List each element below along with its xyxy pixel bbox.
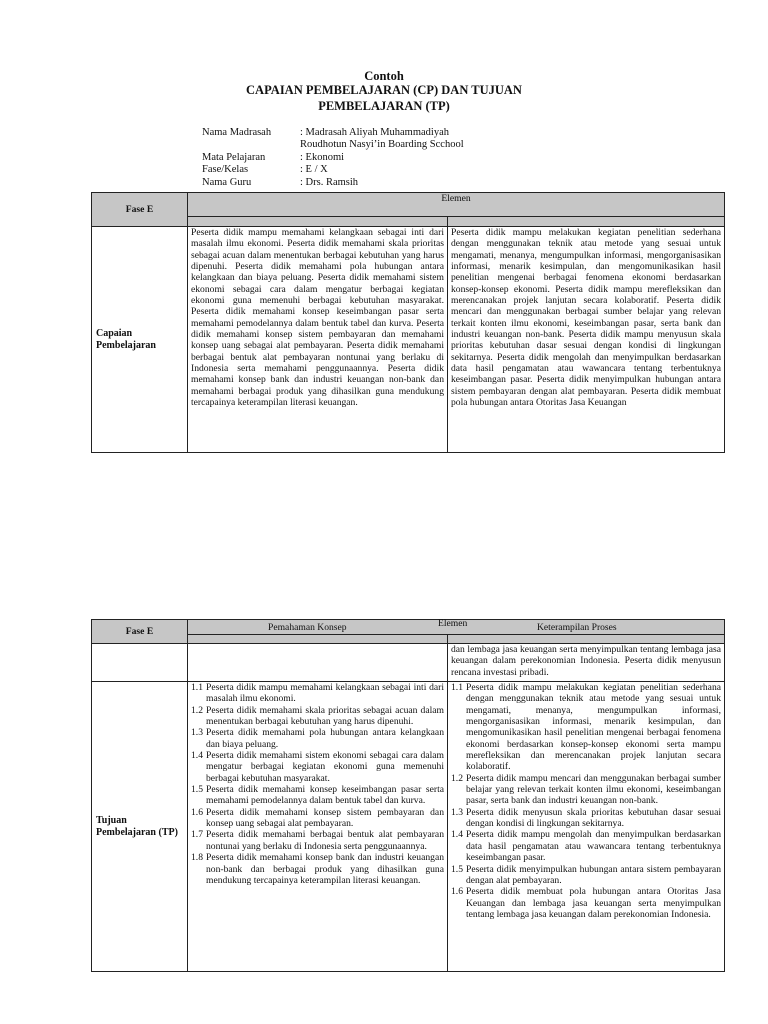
list-item [191,807,444,830]
item-number: 1.1 [191,682,203,693]
info-row-mapel [202,152,500,164]
proses-list [451,682,721,920]
item-text: Peserta didik mampu memahami kelangkaan sebagai inti dari masalah ilmu ekonomi. [206,682,444,705]
list-item [451,807,721,830]
list-item [191,829,444,852]
elemen-header-row [188,620,725,635]
cp-keterampilan-proses-text: Peserta didik mampu melakukan kegiatan penelitian sederhana dengan menggunakan teknik atau metode yang sesuai untuk mengamati, menanya, mengumpulkan informasi, mengorganisasikan informasi, menarik kesimpulan, dan mengomunikasikan hasil penelitian mengenai berbagai fenomena ekonomi berdasarkan konsep-konsep ekonomi. Peserta didik mampu merefleksikan dan merencanakan projek lanjutan secara kolaboratif. Peserta didik mencari dan menggunakan berbagai sumber belajar yang relevan terkait konten ilmu ekonomi, keseimbangan pasar, serta bank dan industri keuangan non-bank. Peserta didik mampu menyusun skala prioritas kebutuhan dasar sesuai dengan kondisi di lingkungan sekitarnya. Peserta didik mengolah dan menyimpulkan berdasarkan data hasil pengamatan atau wawancara tentang terbentuknya keseimbangan pasar. Peserta didik menyimpulkan hubungan antara sistem pembayaran dengan alat pembayaran. Peserta didik membuat pola hubungan antara Otoritas Jasa Keuangan [448,227,725,453]
item-number: 1.5 [451,863,463,875]
item-text: Peserta didik memahami konsep keseimbangan pasar serta memahami pemodelannya dalam bentuk tabel dan kurva. [206,784,444,807]
info-value-line: : Madrasah Aliyah Muhammadiyah [300,127,450,138]
doc-title-contoh: Contoh [364,69,404,83]
tp-keterampilan-proses-cell [448,682,725,972]
item-text: Peserta didik mampu melakukan kegiatan penelitian sederhana dengan menggunakan teknik atau metode yang sesuai untuk mengamati, menanya, mengumpulkan informasi, mengorganisasikan informasi, menarik kesimpulan, dan mengomunikasikan hasil penelitian mengenai berbagai fenomena ekonomi berdasarkan konsep-konsep ekonomi serta mampu merefleksikan dan merencanakan projek lanjutan secara kolaboratif. [466,682,721,773]
list-item [451,864,721,887]
item-text: Peserta didik memahami skala prioritas sebagai acuan dalam menentukan berbagai kebutuhan yang harus dipenuhi. [206,704,444,728]
fase-header: Fase E [92,193,188,227]
info-value [300,127,500,152]
item-number: 1.7 [191,829,203,841]
item-number: 1.8 [191,852,203,864]
fase-header: Fase E [92,620,188,644]
item-number: 1.2 [451,772,463,784]
item-text: Peserta didik memahami sistem ekonomi sebagai cara dalam mengatur berbagai kegiatan ekonomi guna memenuhi berbagai kebutuhan masyarakat. [206,750,444,784]
identity-block [202,127,500,189]
list-item [191,750,444,784]
item-text: Peserta didik mampu mengolah dan menyimpulkan berdasarkan data hasil pengamatan atau wawancara tentang terbentuknya keseimbangan pasar. [466,829,721,864]
item-text: Peserta didik menyusun skala prioritas kebutuhan dasar sesuai dengan kondisi di lingkungan sekitarnya. [466,806,721,830]
info-label: Nama Guru [202,176,252,188]
elemen-header: Elemen [188,193,725,217]
konsep-list [191,682,444,886]
col-header-keterampilan: Keterampilan Proses [537,622,617,633]
list-item [191,784,444,807]
elemen-header: Elemen [438,618,468,629]
empty-cell [188,644,448,682]
cp-pemahaman-konsep-text: Peserta didik mampu memahami kelangkaan sebagai inti dari masalah ilmu ekonomi. Peserta didik memahami skala prioritas sebagai acuan dalam menentukan berbagai kebutuhan yang harus dipenuhi. Peserta didik memahami pola hubungan antara kelangkaan dan biaya peluang. Peserta didik memahami sistem ekonomi sebagai cara dalam mengatur berbagai kegiatan ekonomi guna memenuhi berbagai kebutuhan masyarakat. Peserta didik memahami konsep keseimbangan pasar serta memahami pemodelannya dalam bentuk tabel dan kurva. Peserta didik memahami konsep sistem pembayaran dan memahami konsep uang sebagai alat pembayaran. Peserta didik memahami berbagai bentuk alat pembayaran nontunai yang berlaku di Indonesia serta memahami penggunaannya. Peserta didik memahami konsep bank dan industri keuangan non-bank dan memahami berbagai produk yang dihasilkan guna mendukung tercapainya keterampilan literasi keuangan. [188,227,448,453]
subheader-2 [448,635,725,644]
item-number: 1.6 [451,886,463,898]
row-label-tujuan: Tujuan Pembelajaran (TP) [92,682,188,972]
item-number: 1.5 [191,784,203,796]
info-value: : Ekonomi [300,151,345,163]
continuation-text: dan lembaga jasa keuangan serta menyimpulkan tentang lembaga jasa keuangan dalam perekonomian Indonesia. Peserta didik menyusun rencana investasi pribadi. [448,644,725,682]
list-item [451,682,721,773]
list-item [451,773,721,807]
item-number: 1.4 [451,829,463,841]
list-item [191,705,444,728]
item-text: Peserta didik memahami pola hubungan antara kelangkaan dan biaya peluang. [206,727,444,750]
subheader-1 [188,635,448,644]
item-text: Peserta didik memahami konsep sistem pembayaran dan konsep uang sebagai alat pembayaran. [206,806,444,830]
tp-table [91,619,725,972]
item-number: 1.3 [191,727,203,739]
info-value: : E / X [300,164,328,176]
list-item [451,886,721,920]
item-text: Peserta didik mampu mencari dan menggunakan berbagai sumber belajar yang relevan terkait konten ilmu ekonomi, keseimbangan pasar, serta bank dan industri keuangan non-bank. [466,772,721,807]
info-label: Mata Pelajaran [202,151,266,163]
item-number: 1.3 [451,806,463,818]
item-number: 1.6 [191,806,203,818]
item-text: Peserta didik memahami konsep bank dan industri keuangan non-bank dan berbagai produk yang dihasilkan guna mendukung tercapainya keterampilan literasi keuangan. [206,852,444,886]
row-label-capaian: Capaian Pembelajaran [92,227,188,453]
cp-table [91,192,725,453]
list-item [451,829,721,863]
col-header-pemahaman: Pemahaman Konsep [268,622,347,633]
info-label: Nama Madrasah [202,127,272,138]
list-item [191,852,444,886]
info-row-madrasah [202,127,500,152]
item-number: 1.1 [451,682,463,693]
info-value: : Drs. Ramsih [300,176,359,188]
item-text: Peserta didik menyimpulkan hubungan antara sistem pembayaran dengan alat pembayaran. [466,863,721,886]
info-row-fase [202,164,500,176]
item-number: 1.4 [191,750,203,762]
info-row-guru [202,177,500,189]
item-text: Peserta didik membuat pola hubungan antara Otoritas Jasa Keuangan dan lembaga jasa keuangan serta menyimpulkan tentang lembaga jasa keuangan dalam perekonomian Indonesia. [466,886,721,920]
elemen-subheader-1 [188,217,448,227]
doc-title-line-2: PEMBELAJARAN (TP) [318,99,450,113]
doc-title-line-1: CAPAIAN PEMBELAJARAN (CP) DAN TUJUAN [246,83,522,97]
list-item [191,727,444,750]
tp-pemahaman-konsep-cell [188,682,448,972]
info-label: Fase/Kelas [202,164,249,176]
item-number: 1.2 [191,704,203,716]
info-value-line-2: Roudhotun Nasyi’in Boarding Scchool [300,139,464,151]
elemen-subheader-2 [448,217,725,227]
empty-cell [92,644,188,682]
list-item [191,682,444,705]
item-text: Peserta didik memahami berbagai bentuk alat pembayaran nontunai yang berlaku di Indonesia serta penggunaannya. [206,829,444,852]
